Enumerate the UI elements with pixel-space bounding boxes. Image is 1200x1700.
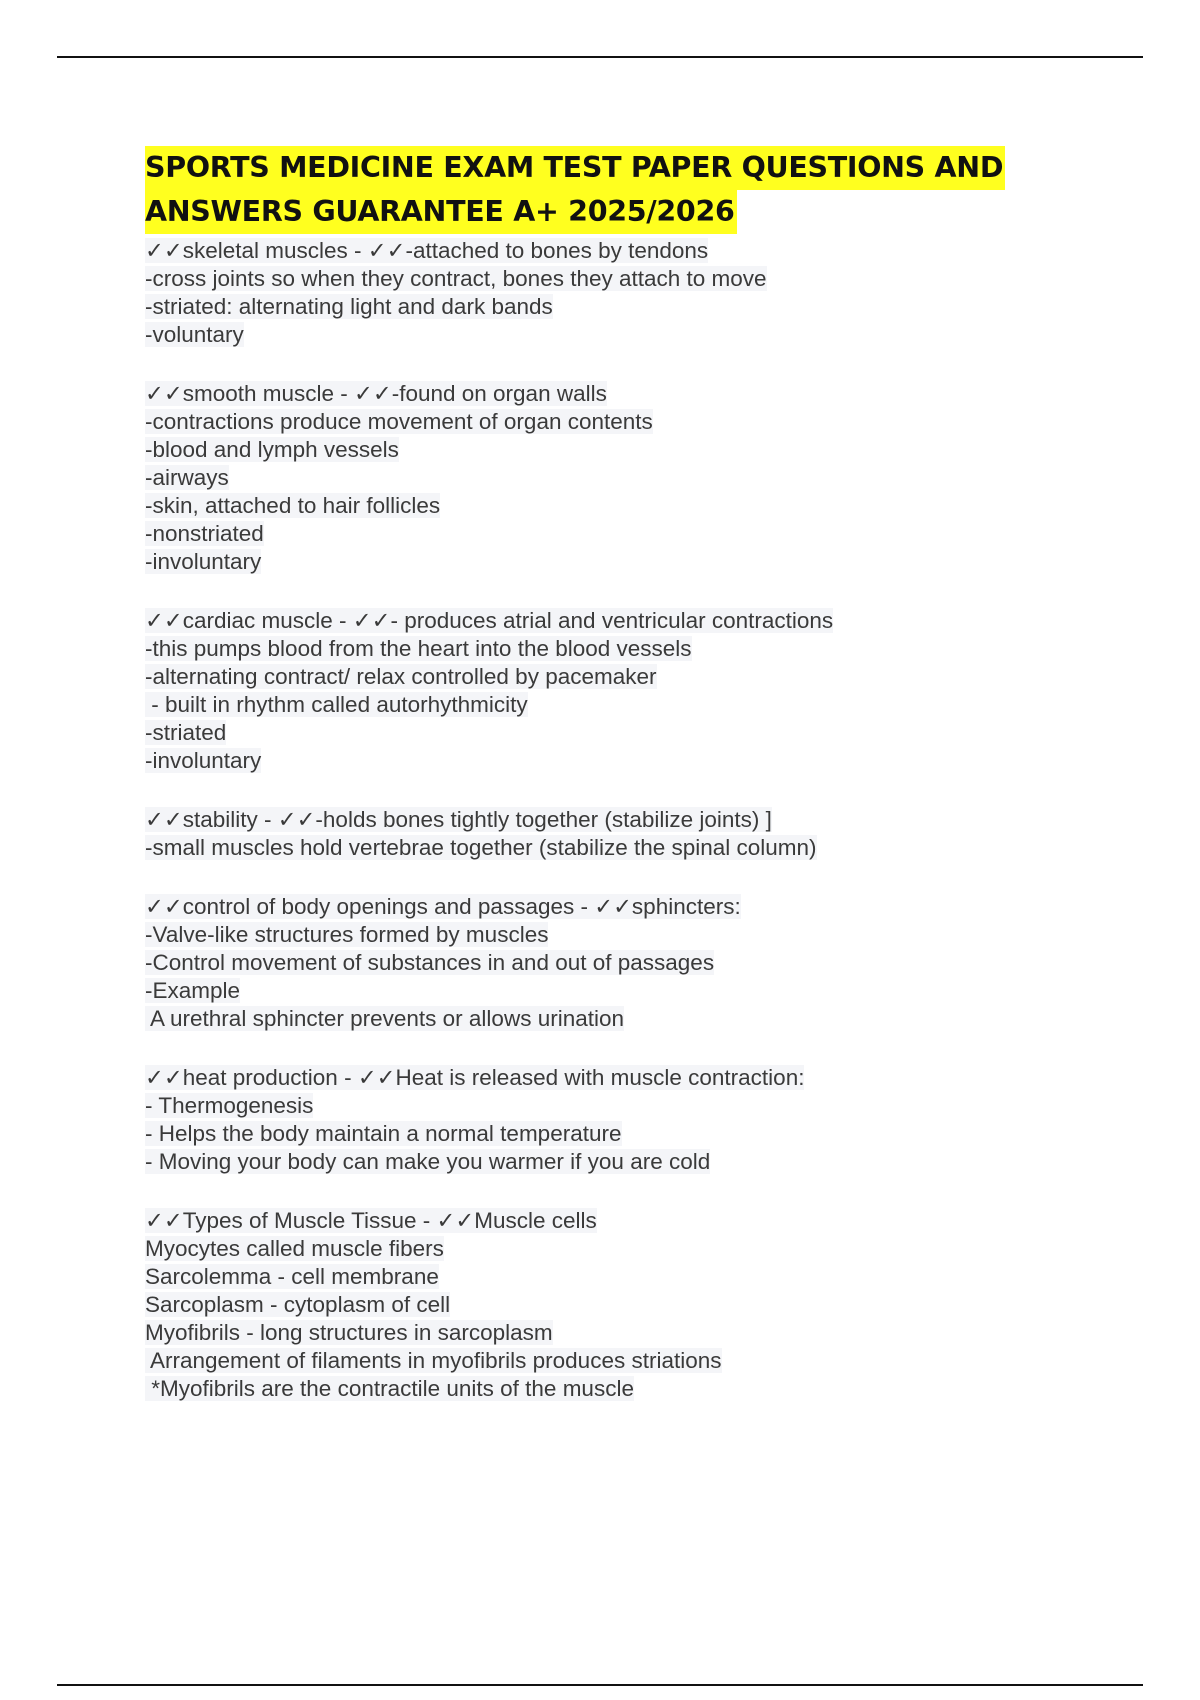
qa-line: -alternating contract/ relax controlled by pacemaker xyxy=(145,664,657,689)
qa-line: Myocytes called muscle fibers xyxy=(145,1236,444,1261)
qa-line: ✓✓smooth muscle - ✓✓-found on organ walls xyxy=(145,381,607,406)
title-line-1: SPORTS MEDICINE EXAM TEST PAPER QUESTIONS AND xyxy=(145,146,1005,190)
qa-muscle-tissue-types xyxy=(145,1207,1065,1403)
qa-line: -this pumps blood from the heart into the blood vessels xyxy=(145,636,692,661)
qa-line: -blood and lymph vessels xyxy=(145,437,399,462)
qa-line: ✓✓skeletal muscles - ✓✓-attached to bones by tendons xyxy=(145,238,709,263)
qa-line: -skin, attached to hair follicles xyxy=(145,493,441,518)
qa-line: - Thermogenesis xyxy=(145,1093,314,1118)
qa-stability xyxy=(145,806,1065,862)
qa-line: ✓✓stability - ✓✓-holds bones tightly together (stabilize joints) ] xyxy=(145,807,772,832)
qa-line: *Myofibrils are the contractile units of the muscle xyxy=(145,1376,634,1401)
qa-line: -airways xyxy=(145,465,229,490)
qa-line: - Moving your body can make you warmer if you are cold xyxy=(145,1149,711,1174)
qa-line: -involuntary xyxy=(145,748,262,773)
qa-line: -voluntary xyxy=(145,322,244,347)
qa-line: ✓✓cardiac muscle - ✓✓- produces atrial and ventricular contractions xyxy=(145,608,834,633)
qa-cardiac-muscle xyxy=(145,607,1065,775)
qa-line: -small muscles hold vertebrae together (stabilize the spinal column) xyxy=(145,835,817,860)
qa-body-openings xyxy=(145,893,1065,1033)
qa-skeletal-muscles xyxy=(145,237,1065,349)
title-line-2: ANSWERS GUARANTEE A+ 2025/2026 xyxy=(145,190,737,234)
bottom-page-rule xyxy=(57,1684,1143,1686)
qa-line: Myofibrils - long structures in sarcoplasm xyxy=(145,1320,553,1345)
qa-line: -Example xyxy=(145,978,241,1003)
top-page-rule xyxy=(57,56,1143,58)
qa-smooth-muscle xyxy=(145,380,1065,576)
qa-line: Sarcoplasm - cytoplasm of cell xyxy=(145,1292,451,1317)
qa-line: Sarcolemma - cell membrane xyxy=(145,1264,439,1289)
qa-line: A urethral sphincter prevents or allows urination xyxy=(145,1006,625,1031)
qa-line: ✓✓control of body openings and passages - ✓✓sphincters: xyxy=(145,894,741,919)
document-title xyxy=(145,146,1065,234)
qa-line: - Helps the body maintain a normal temperature xyxy=(145,1121,622,1146)
qa-line: -striated: alternating light and dark bands xyxy=(145,294,553,319)
qa-line: ✓✓heat production - ✓✓Heat is released with muscle contraction: xyxy=(145,1065,805,1090)
qa-line: -contractions produce movement of organ contents xyxy=(145,409,653,434)
document-body xyxy=(145,146,1065,1434)
qa-line: -Control movement of substances in and out of passages xyxy=(145,950,715,975)
qa-line: - built in rhythm called autorhythmicity xyxy=(145,692,528,717)
qa-line: -nonstriated xyxy=(145,521,264,546)
qa-line: -involuntary xyxy=(145,549,262,574)
qa-heat-production xyxy=(145,1064,1065,1176)
qa-line: -Valve-like structures formed by muscles xyxy=(145,922,549,947)
qa-line: -cross joints so when they contract, bones they attach to move xyxy=(145,266,767,291)
qa-line: ✓✓Types of Muscle Tissue - ✓✓Muscle cells xyxy=(145,1208,597,1233)
qa-line: -striated xyxy=(145,720,227,745)
qa-line: Arrangement of filaments in myofibrils produces striations xyxy=(145,1348,722,1373)
